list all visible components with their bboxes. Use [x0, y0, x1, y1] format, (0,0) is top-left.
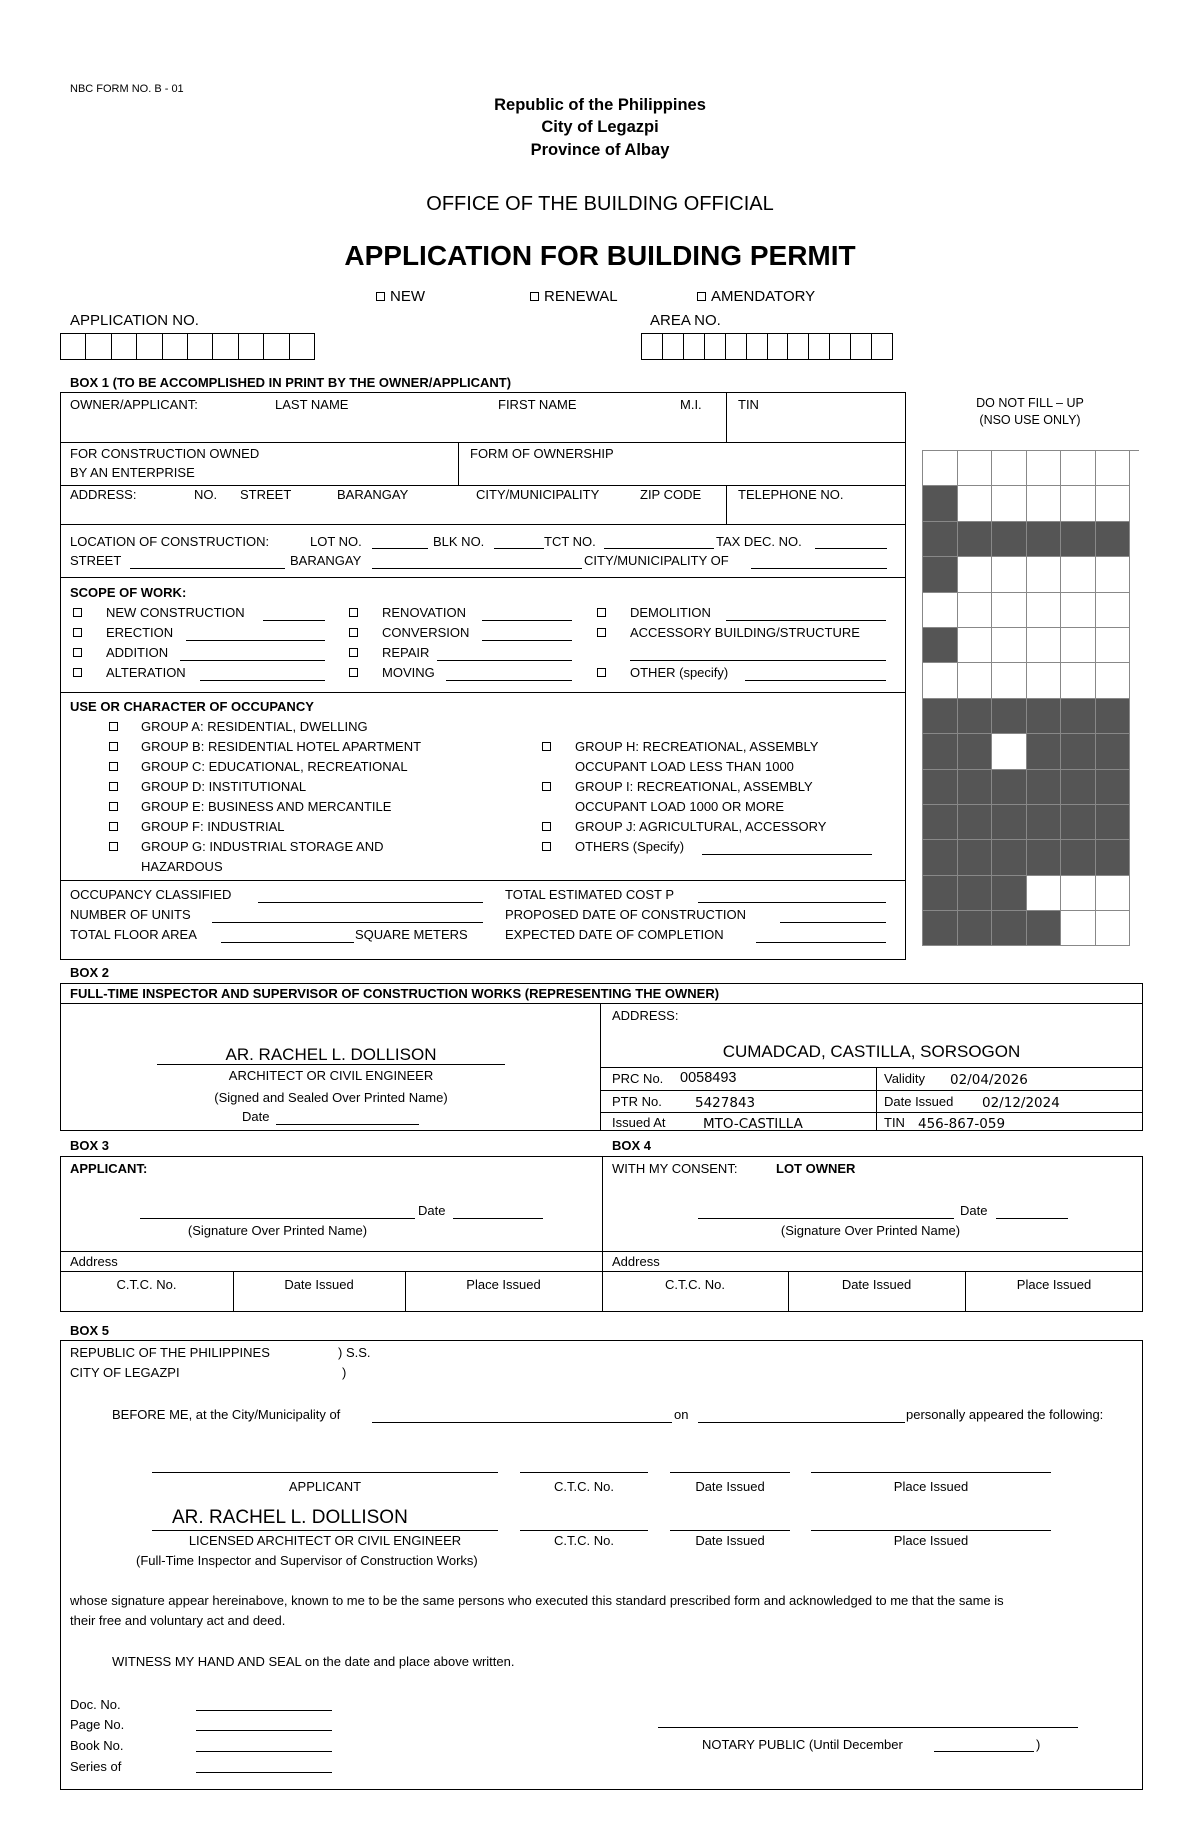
inspector-signed-note: (Signed and Sealed Over Printed Name): [214, 1090, 448, 1105]
city-venue-paren: ): [342, 1365, 347, 1380]
republic-venue: REPUBLIC OF THE PHILIPPINES: [70, 1345, 270, 1360]
checkbox-group-g[interactable]: [109, 842, 118, 851]
series-input[interactable]: [196, 1772, 332, 1773]
enterprise-label-2: BY AN ENTERPRISE: [70, 465, 195, 480]
group-i-line1: GROUP I: RECREATIONAL, ASSEMBLY: [575, 779, 813, 794]
group-a: GROUP A: RESIDENTIAL, DWELLING: [141, 719, 368, 734]
ss-label: ) S.S.: [338, 1345, 371, 1360]
checkbox-renewal[interactable]: [530, 292, 539, 301]
box5-label: BOX 5: [70, 1323, 110, 1338]
box3-label: BOX 3: [70, 1138, 110, 1153]
address-barangay-label: BARANGAY: [337, 487, 409, 502]
address-street-label: STREET: [240, 487, 292, 502]
fulltime-inspector-note: (Full-Time Inspector and Supervisor of Construction Works): [136, 1553, 478, 1568]
inspector-address-label: ADDRESS:: [612, 1008, 679, 1023]
notary-engineer-ctc-label: C.T.C. No.: [554, 1533, 614, 1548]
application-no-label: APPLICATION NO.: [70, 312, 199, 329]
book-no-input[interactable]: [196, 1751, 332, 1752]
occupancy-classified-input[interactable]: [258, 902, 483, 903]
applicant-date-label: Date: [418, 1203, 446, 1218]
scope-erection: ERECTION: [106, 625, 174, 640]
tin-value: 456-867-059: [918, 1116, 1006, 1132]
checkbox-group-c[interactable]: [109, 762, 118, 771]
option-renewal-label: RENEWAL: [544, 288, 618, 305]
scope-new-construction-input[interactable]: [263, 620, 325, 621]
box1-heading: BOX 1 (TO BE ACCOMPLISHED IN PRINT BY THE OWNER/APPLICANT): [70, 375, 512, 390]
lot-owner-address-label: Address: [612, 1254, 660, 1269]
scope-repair: REPAIR: [382, 645, 430, 660]
scope-renovation-input[interactable]: [482, 620, 572, 621]
group-e: GROUP E: BUSINESS AND MERCANTILE: [141, 799, 392, 814]
total-cost-input[interactable]: [698, 902, 886, 903]
city-municipality-input[interactable]: [372, 1422, 672, 1423]
checkbox-group-f[interactable]: [109, 822, 118, 831]
prc-value: 0058493: [680, 1070, 737, 1086]
checkbox-others[interactable]: [542, 842, 551, 851]
checkbox-group-a[interactable]: [109, 722, 118, 731]
issued-at-value: MTO-CASTILLA: [703, 1116, 803, 1132]
scope-alteration: ALTERATION: [106, 665, 186, 680]
lot-owner-signature-line[interactable]: [698, 1218, 954, 1219]
notary-signature-line[interactable]: [658, 1727, 1078, 1728]
checkbox-alteration[interactable]: [73, 668, 82, 677]
acknowledgement-line1: whose signature appear hereinabove, known to me to be the same persons who executed this standard prescribed form and acknowledged to me that the same is: [70, 1593, 1004, 1608]
notary-applicant-ctc-line[interactable]: [520, 1472, 648, 1473]
checkbox-group-b[interactable]: [109, 742, 118, 751]
checkbox-other[interactable]: [597, 668, 606, 677]
nso-grid: [922, 450, 1139, 946]
applicant-label: APPLICANT:: [70, 1161, 148, 1176]
number-of-units-input[interactable]: [212, 922, 483, 923]
loc-barangay-input[interactable]: [372, 568, 582, 569]
notary-applicant-label: APPLICANT: [288, 1479, 362, 1494]
loc-barangay-label: BARANGAY: [290, 553, 362, 568]
lot-no-input[interactable]: [372, 548, 428, 549]
book-no-label: Book No.: [70, 1738, 124, 1753]
group-j: GROUP J: AGRICULTURAL, ACCESSORY: [575, 819, 827, 834]
zip-code-label: ZIP CODE: [640, 487, 702, 502]
blk-no-label: BLK NO.: [433, 534, 485, 549]
group-others-input[interactable]: [702, 854, 872, 855]
notary-until-input[interactable]: [934, 1751, 1034, 1752]
header-city: City of Legazpi: [541, 118, 659, 136]
option-new-label: NEW: [390, 288, 425, 305]
scope-alteration-input[interactable]: [200, 680, 325, 681]
checkbox-group-d[interactable]: [109, 782, 118, 791]
before-me-text: BEFORE ME, at the City/Municipality of: [112, 1407, 341, 1422]
lot-owner-date-input[interactable]: [996, 1218, 1068, 1219]
checkbox-amendatory[interactable]: [697, 292, 706, 301]
group-h-line1: GROUP H: RECREATIONAL, ASSEMBLY: [575, 739, 819, 754]
page-no-label: Page No.: [70, 1717, 125, 1732]
proposed-date-label: PROPOSED DATE OF CONSTRUCTION: [505, 907, 746, 922]
issued-at-label: Issued At: [612, 1115, 666, 1130]
page-no-input[interactable]: [196, 1730, 332, 1731]
application-no-field[interactable]: [60, 333, 315, 360]
group-d: GROUP D: INSTITUTIONAL: [141, 779, 307, 794]
checkbox-group-j[interactable]: [542, 822, 551, 831]
box2-label: BOX 2: [70, 965, 110, 980]
mi-label: M.I.: [680, 397, 702, 412]
box4-label: BOX 4: [612, 1138, 652, 1153]
notary-applicant-place-line[interactable]: [811, 1472, 1051, 1473]
scope-addition: ADDITION: [106, 645, 169, 660]
scope-accessory: ACCESSORY BUILDING/STRUCTURE: [630, 625, 860, 640]
total-floor-area-label: TOTAL FLOOR AREA: [70, 927, 197, 942]
inspector-date-label: Date: [242, 1109, 270, 1124]
lot-owner-ctc-label: C.T.C. No.: [665, 1277, 725, 1292]
notary-engineer-ctc-line[interactable]: [520, 1530, 648, 1531]
notary-public-close: ): [1036, 1737, 1041, 1752]
notary-engineer-place-line[interactable]: [811, 1530, 1051, 1531]
telephone-label: TELEPHONE NO.: [738, 487, 844, 502]
doc-no-label: Doc. No.: [70, 1697, 121, 1712]
group-others: OTHERS (Specify): [575, 839, 685, 854]
group-g-line2: HAZARDOUS: [141, 859, 223, 874]
group-i-line2: OCCUPANT LOAD 1000 OR MORE: [575, 799, 785, 814]
doc-no-input[interactable]: [196, 1710, 332, 1711]
validity-label: Validity: [884, 1071, 925, 1086]
checkbox-group-h[interactable]: [542, 742, 551, 751]
tin-label-box2: TIN: [884, 1115, 905, 1130]
checkbox-new[interactable]: [376, 292, 385, 301]
checkbox-addition[interactable]: [73, 648, 82, 657]
ptr-label: PTR No.: [612, 1094, 662, 1109]
tct-no-input[interactable]: [604, 548, 714, 549]
lot-owner-place-issued-label: Place Issued: [1016, 1277, 1092, 1292]
area-no-label: AREA NO.: [650, 312, 721, 329]
scope-erection-input[interactable]: [186, 640, 325, 641]
notary-engineer-line[interactable]: [152, 1530, 498, 1531]
tct-no-label: TCT NO.: [544, 534, 596, 549]
notary-applicant-date-line[interactable]: [670, 1472, 790, 1473]
group-g-line1: GROUP G: INDUSTRIAL STORAGE AND: [141, 839, 384, 854]
inspector-address-value: CUMADCAD, CASTILLA, SORSOGON: [722, 1042, 1021, 1061]
address-label: ADDRESS:: [70, 487, 137, 502]
scope-other-input[interactable]: [745, 680, 886, 681]
occupancy-classified-label: OCCUPANCY CLASSIFIED: [70, 887, 232, 902]
group-b: GROUP B: RESIDENTIAL HOTEL APARTMENT: [141, 739, 422, 754]
tax-dec-label: TAX DEC. NO.: [716, 534, 802, 549]
applicant-address-label: Address: [70, 1254, 118, 1269]
header-republic: Republic of the Philippines: [494, 96, 706, 114]
expected-date-input[interactable]: [756, 942, 886, 943]
scope-moving-input[interactable]: [446, 680, 572, 681]
notary-applicant-place-label: Place Issued: [893, 1479, 969, 1494]
prc-label: PRC No.: [612, 1071, 664, 1086]
header-province: Province of Albay: [530, 141, 670, 159]
notary-engineer-place-label: Place Issued: [893, 1533, 969, 1548]
applicant-date-input[interactable]: [453, 1218, 543, 1219]
blk-no-input[interactable]: [494, 548, 544, 549]
option-renewal[interactable]: [530, 288, 618, 305]
square-meters-label: SQUARE METERS: [355, 927, 468, 942]
consent-label: WITH MY CONSENT:: [612, 1161, 738, 1176]
scope-conversion: CONVERSION: [382, 625, 470, 640]
last-name-label: LAST NAME: [275, 397, 349, 412]
option-new[interactable]: [376, 288, 425, 305]
option-amendatory-label: AMENDATORY: [711, 288, 816, 305]
checkbox-conversion[interactable]: [349, 628, 358, 637]
inspector-role: ARCHITECT OR CIVIL ENGINEER: [228, 1068, 434, 1083]
notary-engineer-name: AR. RACHEL L. DOLLISON: [172, 1507, 408, 1528]
owner-label: OWNER/APPLICANT:: [70, 397, 198, 412]
inspector-name: AR. RACHEL L. DOLLISON: [225, 1045, 437, 1064]
checkbox-repair[interactable]: [349, 648, 358, 657]
notary-public-label: NOTARY PUBLIC (Until December: [702, 1737, 903, 1752]
checkbox-renovation[interactable]: [349, 608, 358, 617]
page-title: APPLICATION FOR BUILDING PERMIT: [344, 240, 856, 271]
city-venue: CITY OF LEGAZPI: [70, 1365, 180, 1380]
total-cost-label: TOTAL ESTIMATED COST P: [505, 887, 675, 902]
scope-heading: SCOPE OF WORK:: [70, 585, 187, 600]
number-of-units-label: NUMBER OF UNITS: [70, 907, 191, 922]
scope-renovation: RENOVATION: [382, 605, 467, 620]
address-no-label: NO.: [194, 487, 218, 502]
form-of-ownership-label: FORM OF OWNERSHIP: [470, 446, 614, 461]
appeared-text: personally appeared the following:: [906, 1407, 1104, 1422]
scope-other: OTHER (specify): [630, 665, 729, 680]
scope-accessory-input[interactable]: [630, 660, 886, 661]
lot-owner-sig-note: (Signature Over Printed Name): [780, 1223, 961, 1238]
occupancy-heading: USE OR CHARACTER OF OCCUPANCY: [70, 699, 314, 714]
series-label: Series of: [70, 1759, 122, 1774]
applicant-sig-note: (Signature Over Printed Name): [187, 1223, 368, 1238]
address-city-label: CITY/MUNICIPALITY: [476, 487, 600, 502]
loc-street-input[interactable]: [130, 568, 285, 569]
scope-new-construction: NEW CONSTRUCTION: [106, 605, 245, 620]
scope-conversion-input[interactable]: [482, 640, 572, 641]
on-date-input[interactable]: [698, 1422, 905, 1423]
checkbox-demolition[interactable]: [597, 608, 606, 617]
location-label: LOCATION OF CONSTRUCTION:: [70, 534, 270, 549]
expected-date-label: EXPECTED DATE OF COMPLETION: [505, 927, 724, 942]
lot-owner-label: LOT OWNER: [776, 1161, 856, 1176]
notary-applicant-date-label: Date Issued: [695, 1479, 765, 1494]
date-issued-value: 02/12/2024: [982, 1095, 1060, 1111]
total-floor-area-input[interactable]: [221, 942, 354, 943]
group-c: GROUP C: EDUCATIONAL, RECREATIONAL: [141, 759, 408, 774]
loc-city-label: CITY/MUNICIPALITY OF: [584, 553, 729, 568]
loc-street-label: STREET: [70, 553, 122, 568]
licensed-engineer-label: LICENSED ARCHITECT OR CIVIL ENGINEER: [188, 1533, 462, 1548]
loc-city-input[interactable]: [751, 568, 887, 569]
first-name-label: FIRST NAME: [498, 397, 577, 412]
scope-repair-input[interactable]: [437, 660, 572, 661]
checkbox-group-i[interactable]: [542, 782, 551, 791]
on-text: on: [674, 1407, 689, 1422]
checkbox-group-e[interactable]: [109, 802, 118, 811]
lot-owner-date-issued-label: Date Issued: [841, 1277, 912, 1292]
applicant-place-issued-label: Place Issued: [466, 1277, 541, 1292]
ptr-value: 5427843: [695, 1095, 756, 1111]
applicant-ctc-label: C.T.C. No.: [116, 1277, 177, 1292]
notary-applicant-line[interactable]: [152, 1472, 498, 1473]
office-title: OFFICE OF THE BUILDING OFFICIAL: [426, 193, 774, 215]
checkbox-moving[interactable]: [349, 668, 358, 677]
nso-note-line2: (NSO USE ONLY): [979, 413, 1081, 427]
scope-moving: MOVING: [382, 665, 435, 680]
tax-dec-input[interactable]: [815, 548, 887, 549]
nso-note-line1: DO NOT FILL – UP: [976, 396, 1084, 410]
date-issued-label: Date Issued: [884, 1094, 954, 1109]
notary-engineer-date-line[interactable]: [670, 1530, 790, 1531]
lot-no-label: LOT NO.: [310, 534, 362, 549]
group-h-line2: OCCUPANT LOAD LESS THAN 1000: [575, 759, 794, 774]
scope-addition-input[interactable]: [180, 660, 325, 661]
group-f: GROUP F: INDUSTRIAL: [141, 819, 285, 834]
checkbox-erection[interactable]: [73, 628, 82, 637]
form-number: NBC FORM NO. B - 01: [70, 83, 184, 95]
notary-engineer-date-label: Date Issued: [695, 1533, 765, 1548]
acknowledgement-line2: their free and voluntary act and deed.: [70, 1613, 286, 1628]
validity-value: 02/04/2026: [950, 1072, 1028, 1088]
scope-demolition: DEMOLITION: [630, 605, 711, 620]
applicant-date-issued-label: Date Issued: [284, 1277, 354, 1292]
enterprise-label-1: FOR CONSTRUCTION OWNED: [70, 446, 260, 461]
tin-label: TIN: [738, 397, 759, 412]
witness-text: WITNESS MY HAND AND SEAL on the date and place above written.: [112, 1654, 515, 1669]
checkbox-new-construction[interactable]: [73, 608, 82, 617]
notary-applicant-ctc-label: C.T.C. No.: [554, 1479, 614, 1494]
scope-demolition-input[interactable]: [726, 620, 886, 621]
proposed-date-input[interactable]: [780, 922, 886, 923]
inspector-date-input[interactable]: [276, 1124, 419, 1125]
option-amendatory[interactable]: [697, 288, 815, 305]
applicant-signature-line[interactable]: [140, 1218, 415, 1219]
area-no-field[interactable]: [641, 333, 893, 360]
lot-owner-date-label: Date: [960, 1203, 988, 1218]
checkbox-accessory[interactable]: [597, 628, 606, 637]
box2-heading: FULL-TIME INSPECTOR AND SUPERVISOR OF CONSTRUCTION WORKS (REPRESENTING THE OWNER): [70, 986, 720, 1001]
